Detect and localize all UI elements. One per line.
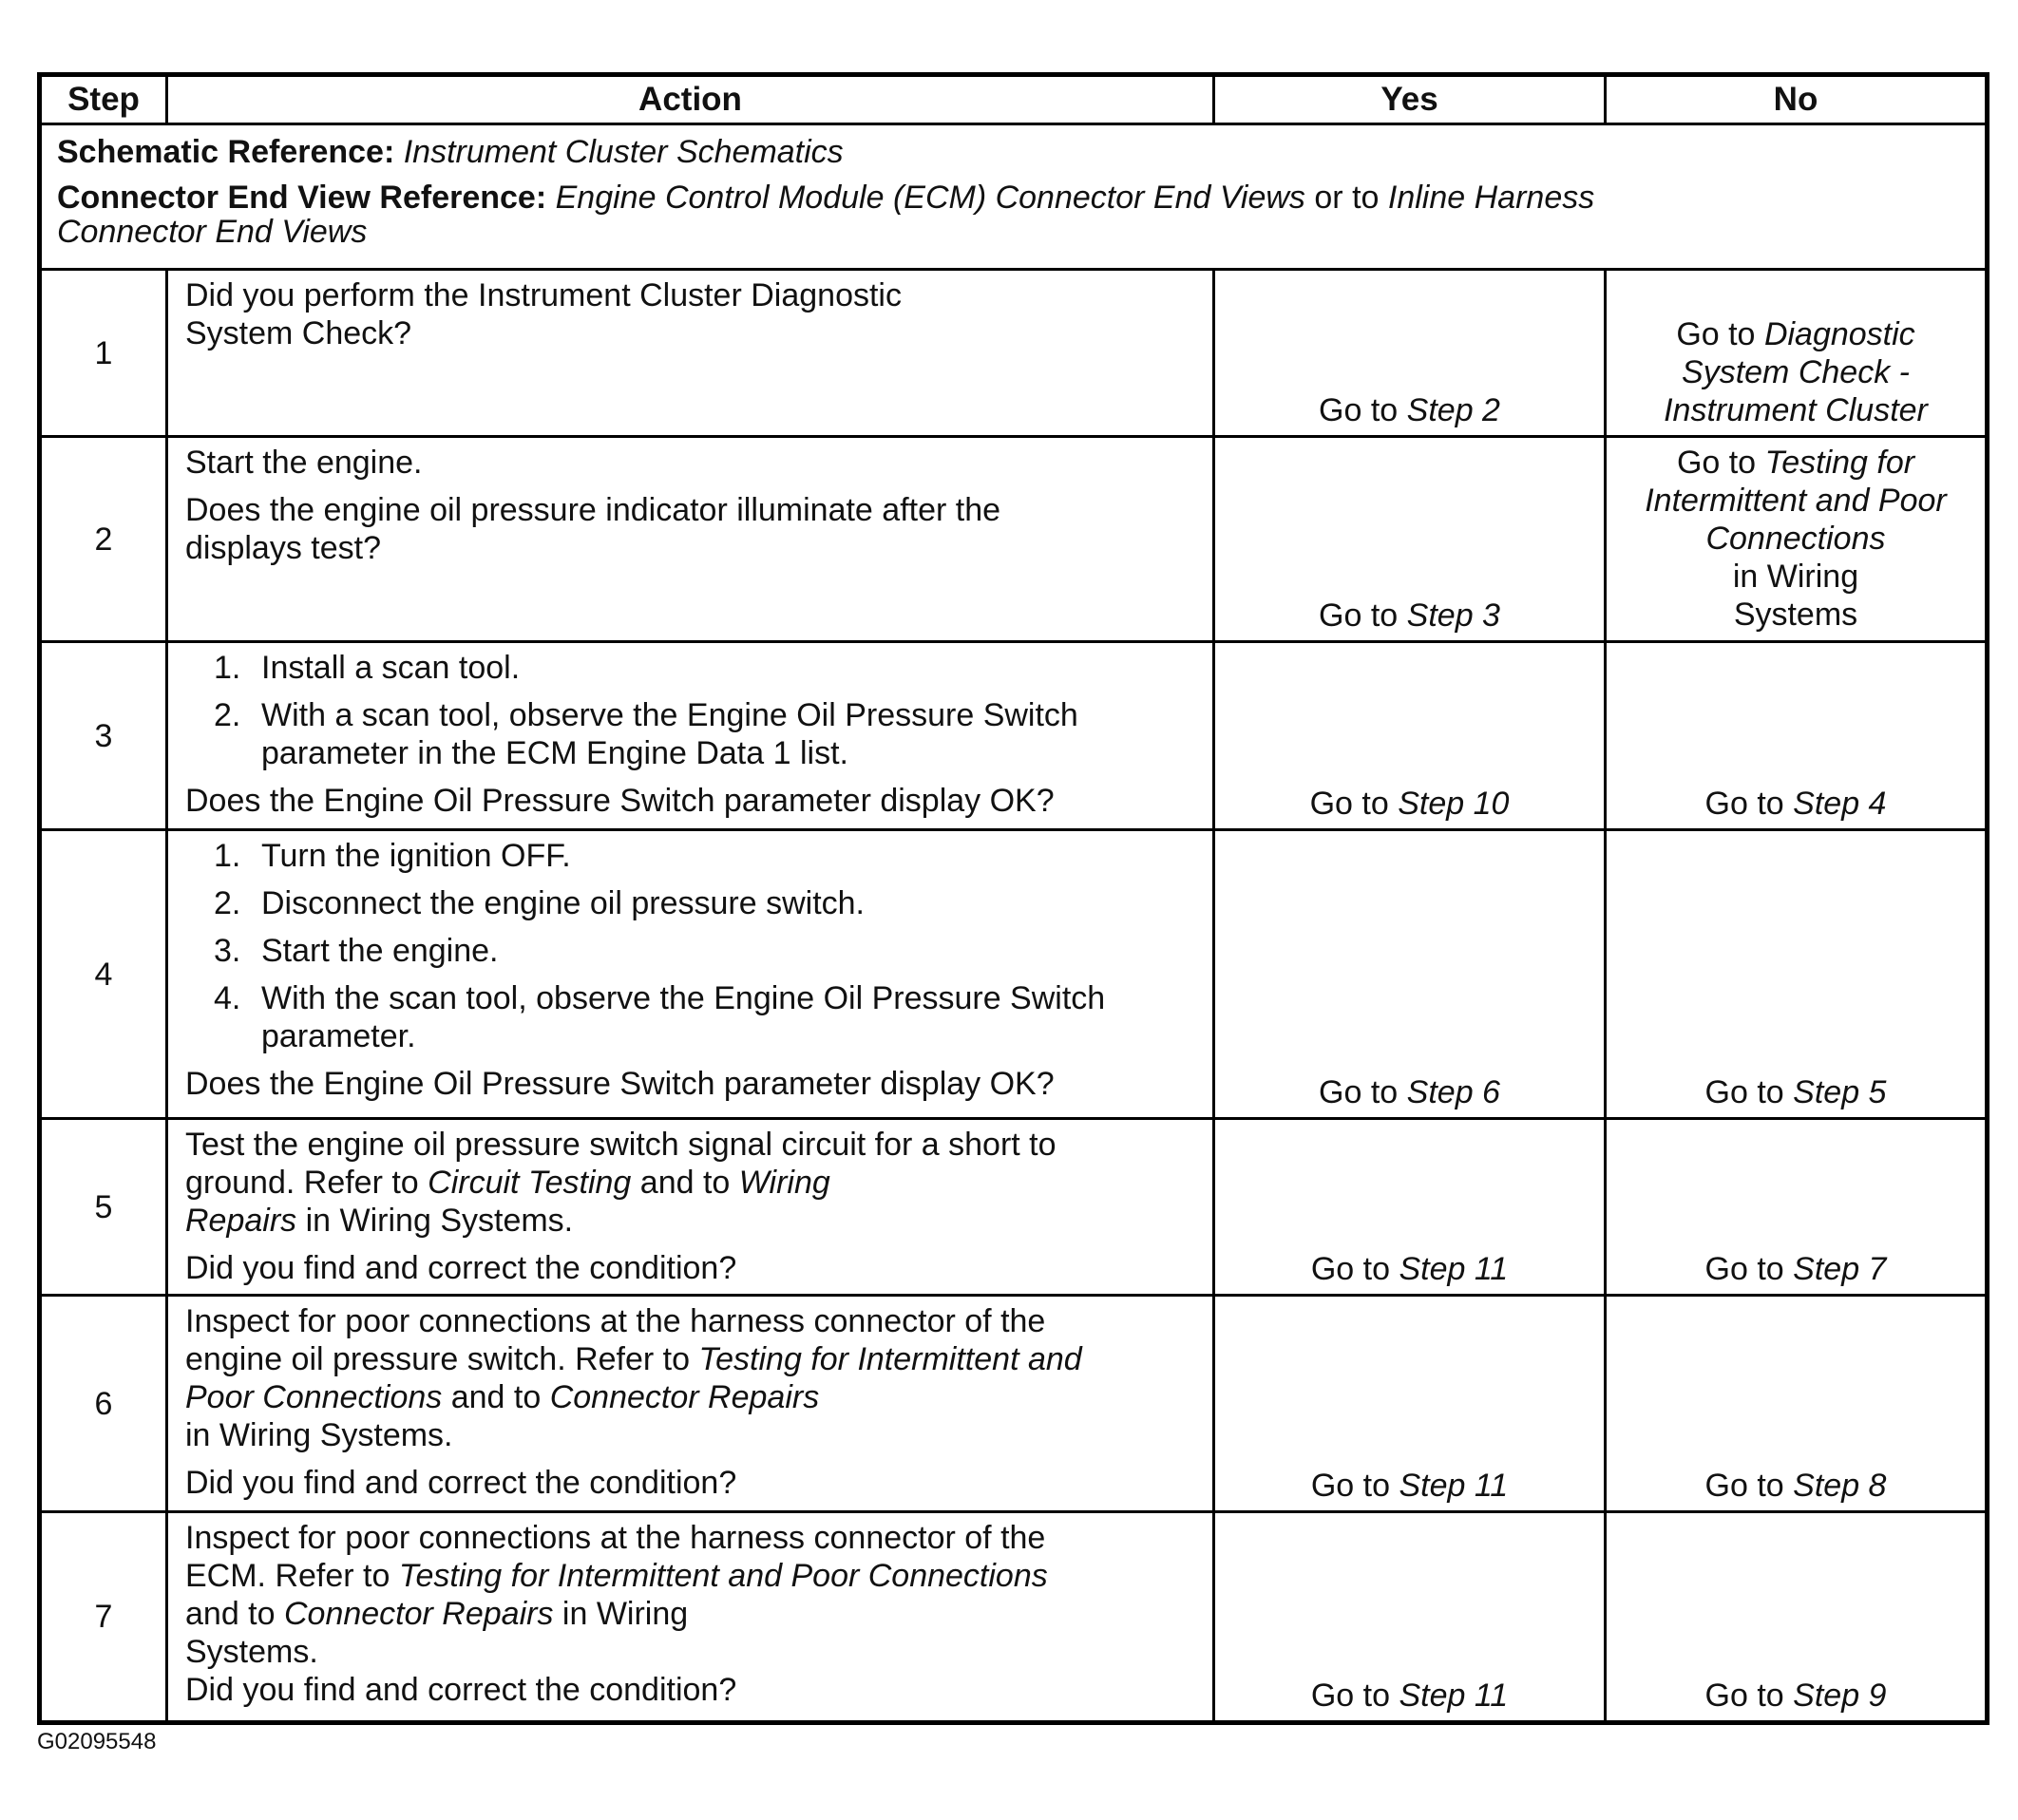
go-to-label: Go to (1704, 1468, 1784, 1504)
action-line: ground. Refer to (185, 1165, 419, 1201)
go-to-label: Go to (1319, 392, 1399, 428)
action-question-line: displays test? (185, 530, 381, 566)
reference-row (40, 124, 1988, 270)
schematic-reference-label: Schematic Reference: (57, 134, 395, 170)
step-row-6 (40, 1296, 1988, 1512)
list-number: 2. (214, 885, 241, 921)
action-question-line: Does the engine oil pressure indicator illuminate after the (185, 492, 1001, 528)
yes-step-link[interactable]: Step 11 (1399, 1251, 1509, 1287)
schematic-reference (57, 133, 1970, 171)
action-text (185, 1519, 1195, 1671)
step-number: 4 (40, 830, 167, 1119)
action-cell (167, 437, 1214, 642)
step-row-4 (40, 830, 1988, 1119)
list-number: 4. (214, 980, 241, 1016)
testing-intermittent-link[interactable]: Testing for Intermittent and (698, 1341, 1082, 1377)
no-step-link[interactable]: Instrument Cluster (1664, 392, 1928, 428)
no-cell (1606, 642, 1988, 830)
go-to-label: Go to (1704, 1074, 1784, 1110)
no-step-link[interactable]: Step 5 (1793, 1074, 1887, 1110)
action-line: in Wiring (562, 1596, 689, 1632)
list-item (185, 979, 1195, 1055)
go-to-label: Go to (1704, 786, 1784, 822)
yes-step-link[interactable]: Step 2 (1406, 392, 1500, 428)
step-row-1 (40, 270, 1988, 437)
action-list (185, 837, 1195, 1055)
no-step-link[interactable]: Step 4 (1793, 786, 1887, 822)
reference-cell (40, 124, 1988, 270)
list-text: Turn the ignition OFF. (261, 838, 571, 874)
go-to-label: Go to (1319, 597, 1399, 634)
ecm-connector-end-views-link[interactable]: Engine Control Module (ECM) Connector End Views (555, 180, 1305, 216)
yes-cell (1214, 1119, 1606, 1296)
action-list (185, 649, 1195, 772)
go-to-label: Go to (1310, 1468, 1391, 1504)
header-no: No (1606, 75, 1988, 124)
no-step-link[interactable]: Diagnostic (1763, 316, 1915, 352)
testing-intermittent-link[interactable]: Poor Connections (185, 1379, 443, 1415)
action-line: Inspect for poor connections at the harness connector of the (185, 1303, 1046, 1339)
go-to-label: Go to (1310, 1251, 1391, 1287)
no-cell (1606, 1296, 1988, 1512)
inline-harness-link-cont[interactable]: Connector End Views (57, 214, 368, 250)
list-item (185, 837, 1195, 875)
action-line: Test the engine oil pressure switch signal circuit for a short to (185, 1127, 1057, 1163)
step-row-2 (40, 437, 1988, 642)
yes-cell (1214, 1296, 1606, 1512)
yes-cell (1214, 437, 1606, 642)
connector-repairs-link[interactable]: Connector Repairs (283, 1596, 554, 1632)
no-cell (1606, 270, 1988, 437)
yes-cell (1214, 642, 1606, 830)
action-line: ECM. Refer to (185, 1558, 390, 1594)
action-cell (167, 642, 1214, 830)
action-line: Systems. (185, 1634, 318, 1670)
yes-cell (1214, 830, 1606, 1119)
action-question: Did you find and correct the condition? (185, 1672, 737, 1708)
inline-harness-link[interactable]: Inline Harness (1387, 180, 1595, 216)
list-text: Start the engine. (261, 933, 499, 969)
list-number: 1. (214, 650, 241, 686)
yes-step-link[interactable]: Step 10 (1398, 786, 1510, 822)
action-question: Does the Engine Oil Pressure Switch parameter display OK? (185, 783, 1055, 819)
action-text: System Check? (185, 315, 412, 351)
list-text: With the scan tool, observe the Engine Oil Pressure Switch (261, 980, 1106, 1016)
list-text: Install a scan tool. (261, 650, 521, 686)
step-row-7 (40, 1512, 1988, 1723)
go-to-label: Go to (1704, 1678, 1784, 1714)
action-question: Did you find and correct the condition? (185, 1465, 737, 1501)
go-to-label: Go to (1319, 1074, 1399, 1110)
no-cell (1606, 1512, 1988, 1723)
schematic-reference-link[interactable]: Instrument Cluster Schematics (403, 134, 844, 170)
no-step-link[interactable]: Step 7 (1793, 1251, 1887, 1287)
step-number: 1 (40, 270, 167, 437)
connector-repairs-link[interactable]: Connector Repairs (549, 1379, 820, 1415)
list-item (185, 649, 1195, 687)
yes-step-link[interactable]: Step 3 (1406, 597, 1500, 634)
diagnostic-table (37, 72, 1989, 1725)
header-action: Action (167, 75, 1214, 124)
step-number: 2 (40, 437, 167, 642)
step-number: 6 (40, 1296, 167, 1512)
wiring-repairs-link[interactable]: Repairs (185, 1203, 297, 1239)
list-text: Disconnect the engine oil pressure switch. (261, 885, 865, 921)
action-cell (167, 1119, 1214, 1296)
no-suffix: in Wiring (1732, 559, 1859, 595)
step-number: 5 (40, 1119, 167, 1296)
yes-step-link[interactable]: Step 11 (1399, 1468, 1509, 1504)
circuit-testing-link[interactable]: Circuit Testing (428, 1165, 632, 1201)
list-text: With a scan tool, observe the Engine Oil Pressure Switch (261, 697, 1078, 733)
action-line: in Wiring Systems. (305, 1203, 574, 1239)
action-text: Did you perform the Instrument Cluster Diagnostic (185, 277, 902, 313)
action-line: and to (450, 1379, 542, 1415)
yes-step-link[interactable]: Step 6 (1406, 1074, 1500, 1110)
no-suffix: Systems (1733, 597, 1858, 633)
yes-step-link[interactable]: Step 11 (1399, 1678, 1509, 1714)
no-cell (1606, 1119, 1988, 1296)
step-row-3 (40, 642, 1988, 830)
no-step-link[interactable]: Connections (1705, 521, 1886, 557)
yes-cell (1214, 270, 1606, 437)
testing-intermittent-link[interactable]: Testing for Intermittent and Poor Connections (398, 1558, 1048, 1594)
action-cell (167, 1512, 1214, 1723)
action-question: Does the Engine Oil Pressure Switch parameter display OK? (185, 1066, 1055, 1102)
go-to-label: Go to (1676, 445, 1757, 481)
no-step-link[interactable]: Testing for (1764, 445, 1915, 481)
wiring-repairs-link[interactable]: Wiring (738, 1165, 830, 1201)
connector-reference-label: Connector End View Reference: (57, 180, 547, 216)
action-text: Start the engine. (185, 445, 423, 481)
no-step-link[interactable]: Step 9 (1793, 1678, 1887, 1714)
action-question: Did you find and correct the condition? (185, 1250, 737, 1286)
action-line: and to (639, 1165, 731, 1201)
header-step: Step (40, 75, 167, 124)
action-line: Inspect for poor connections at the harness connector of the (185, 1520, 1046, 1556)
header-row (40, 75, 1988, 124)
no-step-link[interactable]: Step 8 (1793, 1468, 1887, 1504)
action-text (185, 1302, 1195, 1454)
action-line: engine oil pressure switch. Refer to (185, 1341, 691, 1377)
connector-reference-or: or to (1314, 180, 1380, 216)
go-to-label: Go to (1309, 786, 1389, 822)
header-yes: Yes (1214, 75, 1606, 124)
no-step-link[interactable]: Intermittent and Poor (1645, 483, 1947, 519)
list-item (185, 932, 1195, 970)
list-item (185, 884, 1195, 922)
step-row-5 (40, 1119, 1988, 1296)
action-cell (167, 270, 1214, 437)
list-number: 2. (214, 697, 241, 733)
action-cell (167, 830, 1214, 1119)
action-line: and to (185, 1596, 276, 1632)
yes-cell (1214, 1512, 1606, 1723)
list-number: 3. (214, 933, 241, 969)
list-text: parameter in the ECM Engine Data 1 list. (261, 735, 848, 771)
action-text (185, 1126, 1195, 1240)
figure-id: G02095548 (37, 1729, 157, 1754)
go-to-label: Go to (1676, 316, 1756, 352)
no-step-link[interactable]: System Check - (1682, 354, 1910, 390)
step-number: 7 (40, 1512, 167, 1723)
list-number: 1. (214, 838, 241, 874)
go-to-label: Go to (1704, 1251, 1784, 1287)
no-cell (1606, 437, 1988, 642)
list-text: parameter. (261, 1018, 416, 1054)
list-item (185, 696, 1195, 772)
action-cell (167, 1296, 1214, 1512)
action-line: in Wiring Systems. (185, 1417, 453, 1453)
step-number: 3 (40, 642, 167, 830)
no-cell (1606, 830, 1988, 1119)
action-question (185, 491, 1195, 567)
go-to-label: Go to (1310, 1678, 1391, 1714)
connector-reference (57, 180, 1970, 249)
